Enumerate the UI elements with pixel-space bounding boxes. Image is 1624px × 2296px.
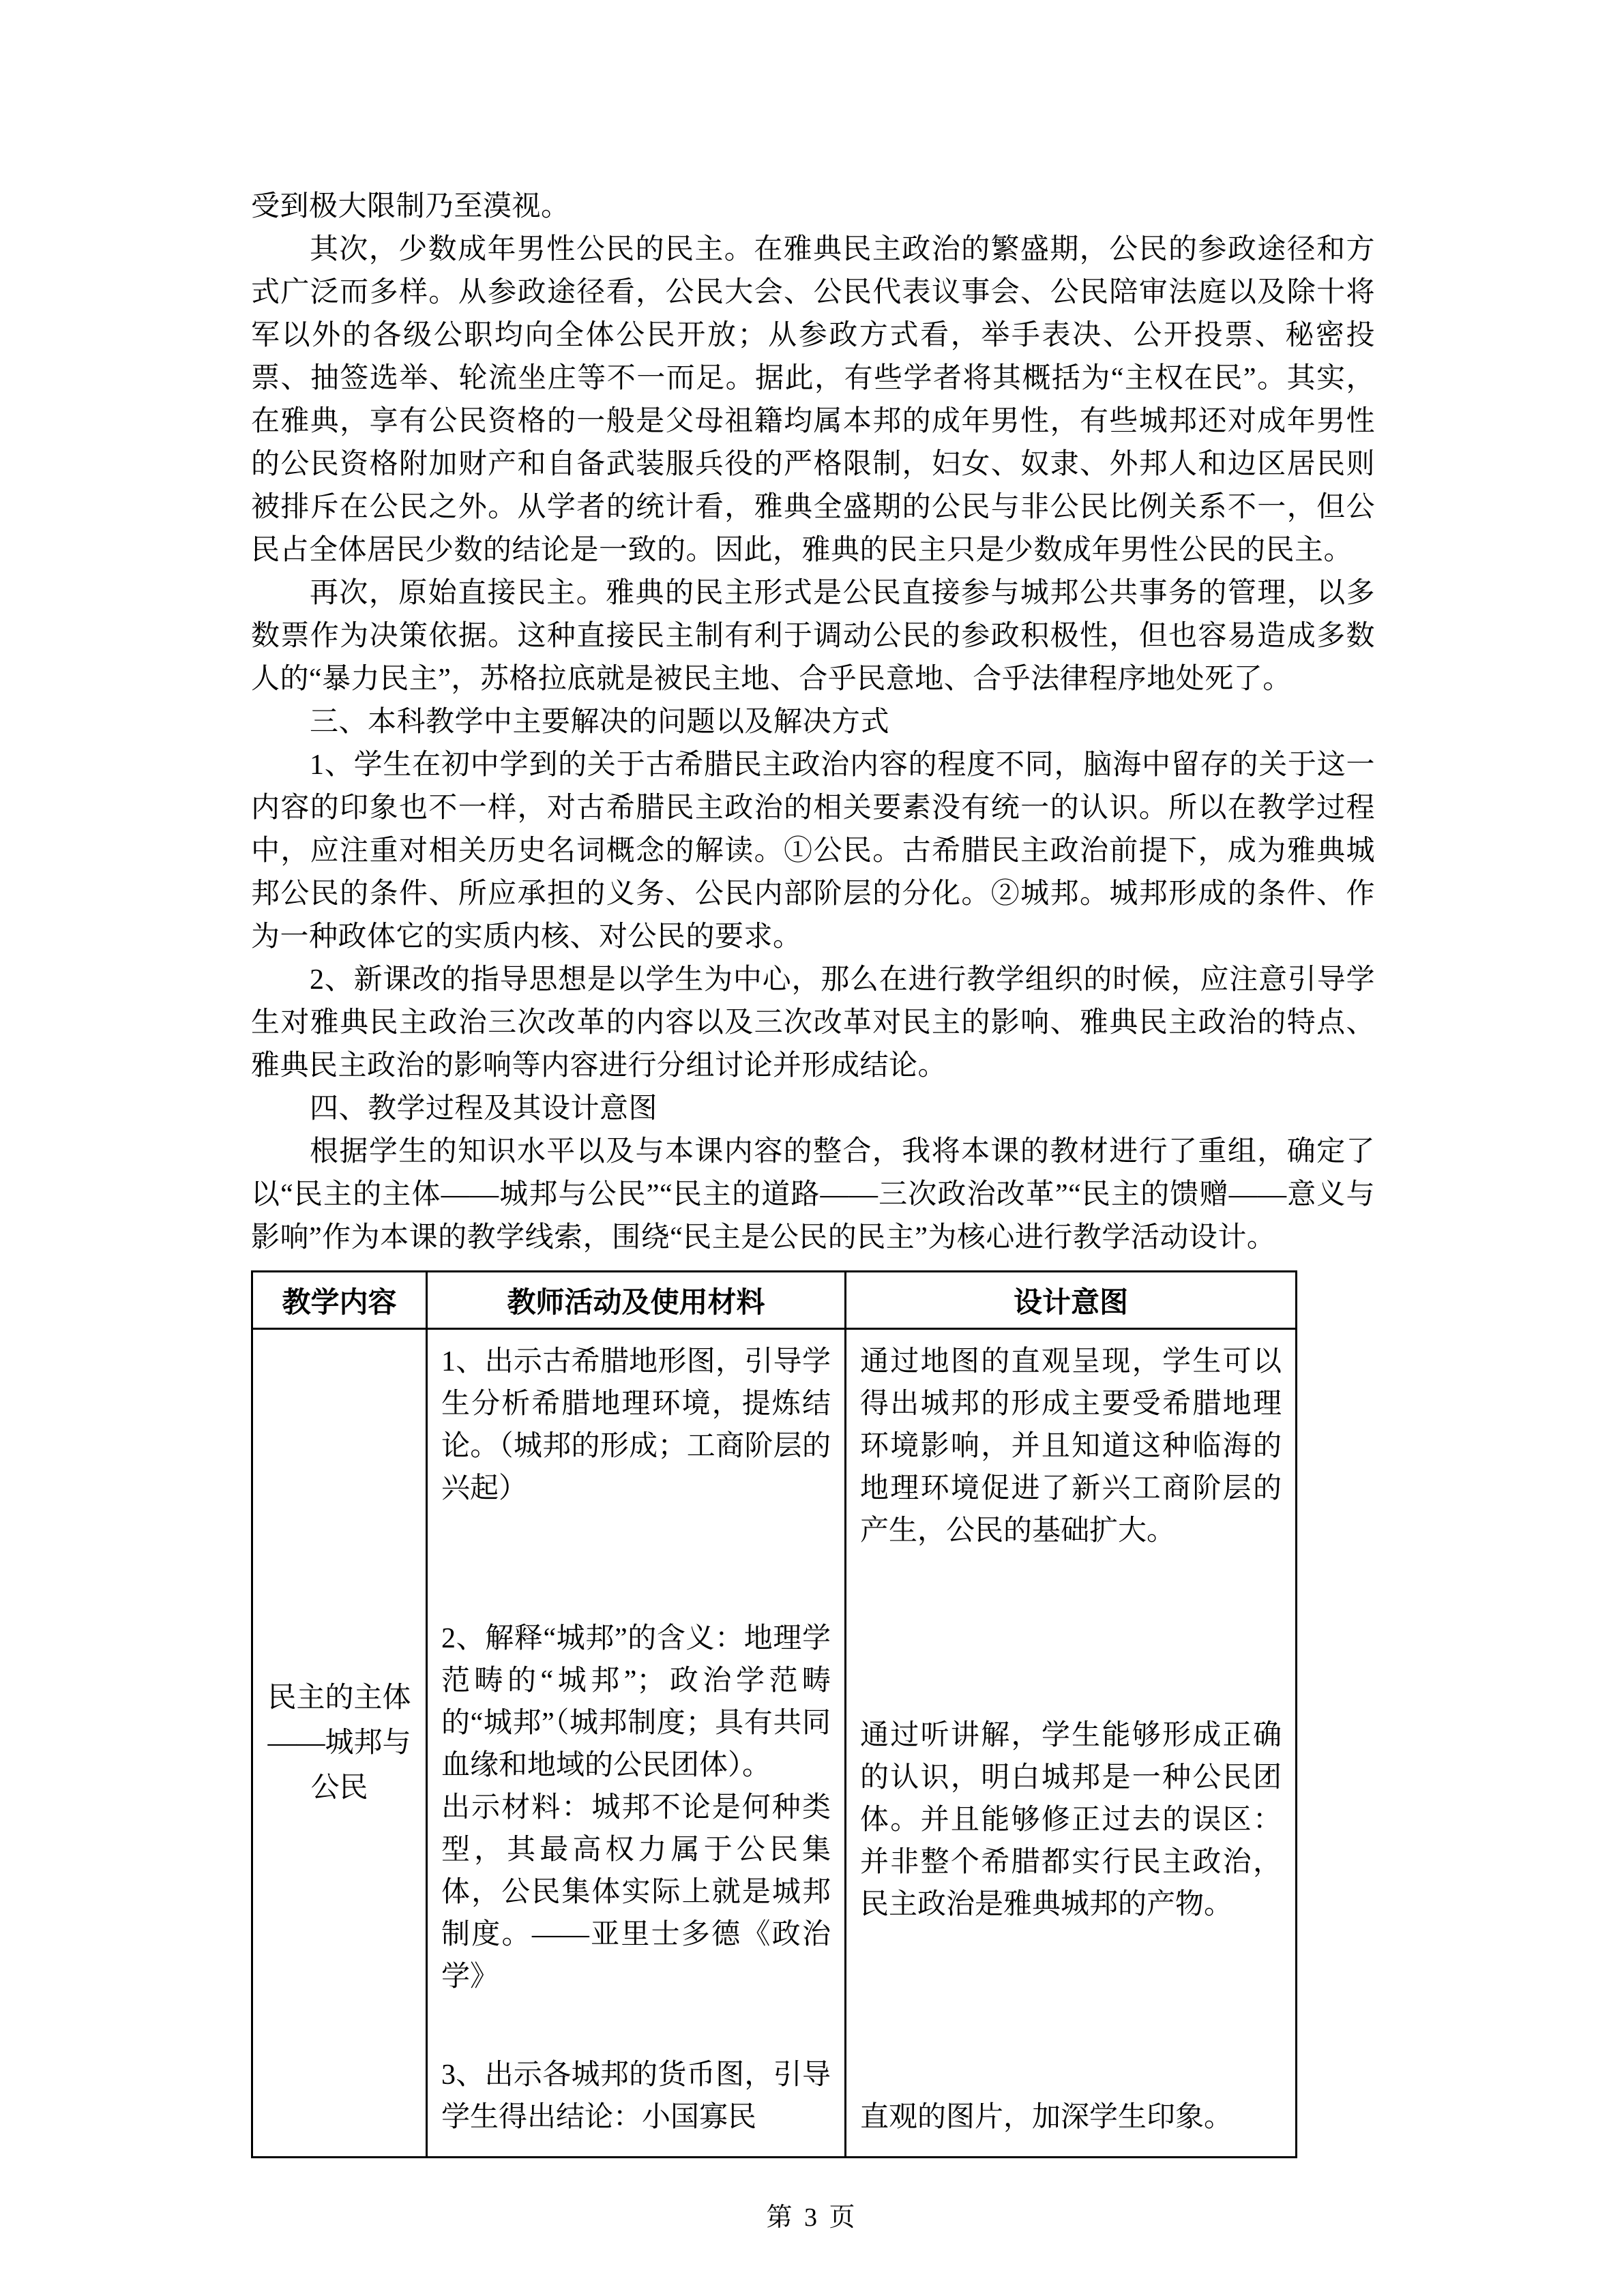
- activity-item: 1、出示古希腊地形图，引导学生分析希腊地理环境，提炼结论。（城邦的形成；工商阶层的兴起）: [441, 1346, 831, 1504]
- cell-design-intent: [846, 1329, 1297, 2158]
- doc-paragraph: 再次，原始直接民主。雅典的民主形式是公民直接参与城邦公共事务的管理，以多数票作为决策依据。这种直接民主制有利于调动公民的参政积极性，但也容易造成多数人的“暴力民主”，苏格拉底就是被民主地、合乎民意地、合乎法律程序地处死了。: [251, 578, 1375, 695]
- table-header-teaching-content: 教学内容: [252, 1272, 427, 1329]
- doc-paragraph: 受到极大限制乃至漠视。: [251, 191, 570, 222]
- intent-item: 直观的图片，加深学生印象。: [860, 2102, 1233, 2133]
- intent-item: 通过听讲解，学生能够形成正确的认识，明白城邦是一种公民团体。并且能够修正过去的误区：并非整个希腊都实行民主政治，民主政治是雅典城邦的产物。: [860, 1720, 1282, 1920]
- table-header-row: [252, 1272, 1297, 1329]
- teaching-process-table: [251, 1270, 1297, 2158]
- intent-item: 通过地图的直观呈现，学生可以得出城邦的形成主要受希腊地理环境影响，并且知道这种临海的地理环境促进了新兴工商阶层的产生，公民的基础扩大。: [860, 1346, 1282, 1547]
- doc-paragraph: 1、学生在初中学到的关于古希腊民主政治内容的程度不同，脑海中留存的关于这一内容的印象也不一样，对古希腊民主政治的相关要素没有统一的认识。所以在教学过程中，应注重对相关历史名词概念的解读。①公民。古希腊民主政治前提下，成为雅典城邦公民的条件、所应承担的义务、公民内部阶层的分化。②城邦。城邦形成的条件、作为一种政体它的实质内核、对公民的要求。: [251, 749, 1375, 953]
- activity-item: 2、解释“城邦”的含义：地理学范畴的“城邦”；政治学范畴的“城邦”（城邦制度；具有共同血缘和地域的公民团体）。: [441, 1623, 831, 1781]
- doc-paragraph: 根据学生的知识水平以及与本课内容的整合，我将本课的教材进行了重组，确定了以“民主的主体——城邦与公民”“民主的道路——三次政治改革”“民主的馈赠——意义与影响”作为本课的教学线索，围绕“民主是公民的民主”为核心进行教学活动设计。: [251, 1136, 1375, 1253]
- document-body: [251, 185, 1375, 2158]
- cell-teacher-activities: [427, 1329, 846, 2158]
- table-header-design-intent: 设计意图: [846, 1272, 1297, 1329]
- section-heading: 三、本科教学中主要解决的问题以及解决方式: [310, 706, 890, 738]
- page-number: 第 3 页: [766, 2203, 858, 2232]
- activity-item: 出示材料：城邦不论是何种类型，其最高权力属于公民集体，公民集体实际上就是城邦制度。——亚里士多德《政治学》: [441, 1792, 831, 1993]
- doc-paragraph: 其次，少数成年男性公民的民主。在雅典民主政治的繁盛期，公民的参政途径和方式广泛而多样。从参政途径看，公民大会、公民代表议事会、公民陪审法庭以及除十将军以外的各级公职均向全体公民开放；从参政方式看，举手表决、公开投票、秘密投票、抽签选举、轮流坐庄等不一而足。据此，有些学者将其概括为“主权在民”。其实，在雅典，享有公民资格的一般是父母祖籍均属本邦的成年男性，有些城邦还对成年男性的公民资格附加财产和自备武装服兵役的严格限制，妇女、奴隶、外邦人和边区居民则被排斥在公民之外。从学者的统计看，雅典全盛期的公民与非公民比例关系不一，但公民占全体居民少数的结论是一致的。因此，雅典的民主只是少数成年男性公民的民主。: [251, 234, 1375, 566]
- doc-paragraph: 2、新课改的指导思想是以学生为中心，那么在进行教学组织的时候，应注意引导学生对雅典民主政治三次改革的内容以及三次改革对民主的影响、雅典民主政治的特点、雅典民主政治的影响等内容进行分组讨论并形成结论。: [251, 964, 1375, 1082]
- table-row: [252, 1329, 1297, 2158]
- activity-item: 3、出示各城邦的货币图，引导学生得出结论：小国寡民: [441, 2059, 831, 2133]
- section-heading: 四、教学过程及其设计意图: [310, 1093, 658, 1124]
- table-header-teacher-activities: 教师活动及使用材料: [427, 1272, 846, 1329]
- cell-teaching-content: 民主的主体——城邦与公民: [252, 1329, 427, 2158]
